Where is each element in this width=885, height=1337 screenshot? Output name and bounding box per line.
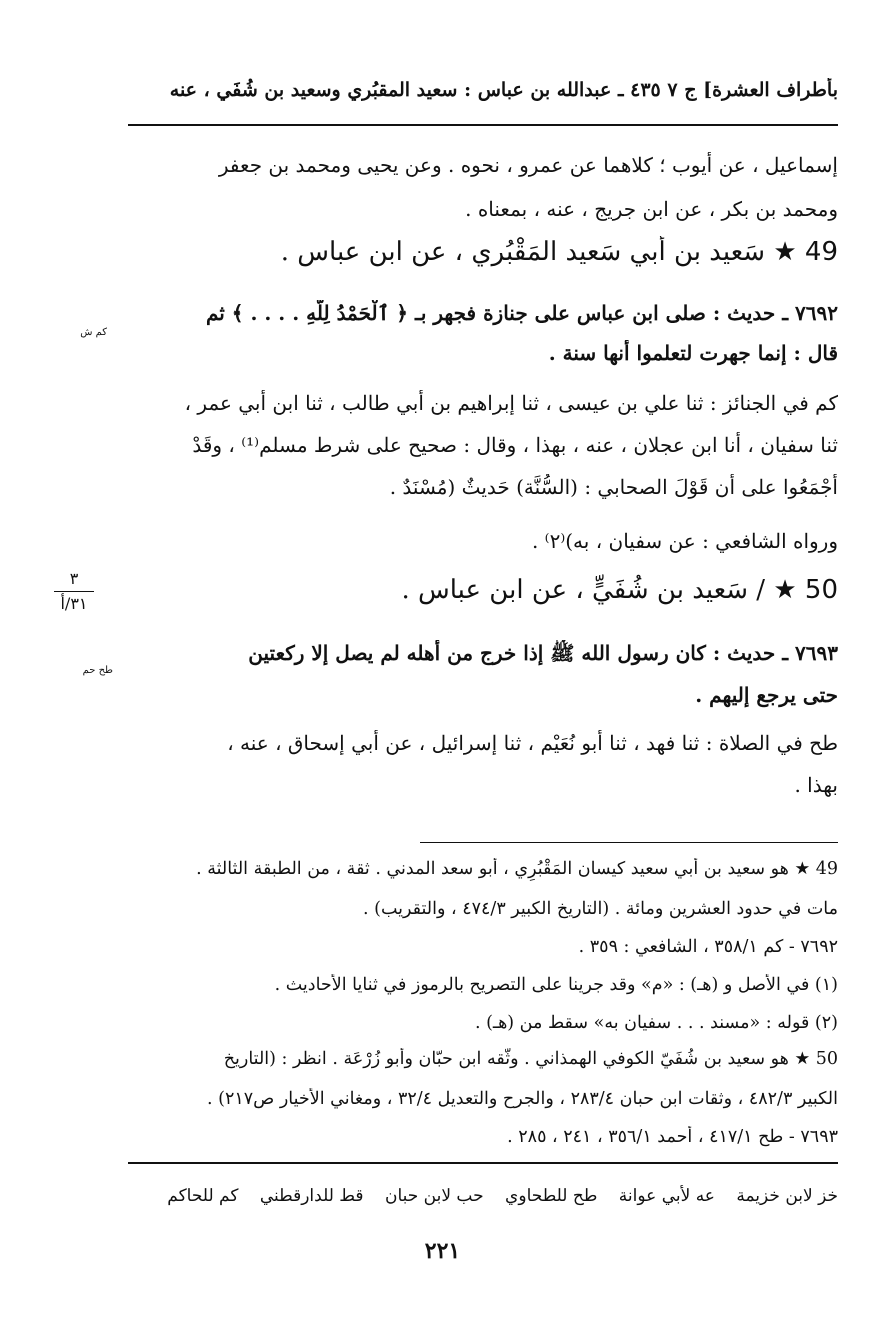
- hadith-7692-body-1: كم في الجنائز : ثنا علي بن عيسى ، ثنا إبراهيم بن أبي طالب ، ثنا ابن أبي عمر ،: [184, 391, 838, 415]
- intro-line-2: ومحمد بن بكر ، عن ابن جريج ، عنه ، بمعناه .: [465, 197, 838, 221]
- footnote-50-line-1: 50 ★ هو سعيد بن شُفَيّ الكوفي الهمذاني . وثّقه ابن حبّان وأبو زُرْعَة . انظر : (التاريخ: [223, 1049, 838, 1069]
- legend-item: حب لابن حبان: [384, 1186, 484, 1206]
- footnote-7692: ٧٦٩٢ - كم ٣٥٨/١ ، الشافعي : ٣٥٩ .: [578, 937, 838, 957]
- intro-line-1: إسماعيل ، عن أيوب ؛ كلاهما عن عمرو ، نحوه . وعن يحيى ومحمد بن جعفر: [218, 153, 838, 177]
- hadith-7692-body-4: ورواه الشافعي : عن سفيان ، به)⁽٢⁾ .: [531, 529, 838, 553]
- hadith-7693-body-1: طح في الصلاة : ثنا فهد ، ثنا أبو نُعَيْم ، ثنا إسرائيل ، عن أبي إسحاق ، عنه ،: [227, 731, 838, 755]
- hadith-7693-source-codes: طح حم: [82, 665, 113, 676]
- hadith-7693-line-2: حتى يرجع إليهم .: [695, 683, 838, 707]
- section-49-number: 49 ★: [773, 237, 838, 267]
- legend-item: عه لأبي عوانة: [618, 1186, 715, 1206]
- footnote-rule: [420, 842, 838, 843]
- margin-folio-bottom: ٣١/أ: [60, 593, 88, 613]
- legend-rule: [128, 1162, 838, 1164]
- margin-folio-mark: [54, 570, 94, 612]
- footnote-49-line-2: مات في حدود العشرين ومائة . (التاريخ الكبير ٤٧٤/٣ ، والتقريب) .: [363, 899, 838, 919]
- footnote-49-line-1: 49 ★ هو سعيد بن أبي سعيد كيسان المَقْبُرِي ، أبو سعد المدني . ثقة ، من الطبقة الثالثة .: [196, 859, 838, 879]
- hadith-7693-line-1: ٧٦٩٣ ـ حديث : كان رسول الله ﷺ إذا خرج من أهله لم يصل إلا ركعتين: [248, 641, 838, 665]
- section-50-heading: [128, 574, 838, 608]
- hadith-7692-body-3: أَجْمَعُوا على أن قَوْلَ الصحابي : (السُّنَّة) حَديثٌ (مُسْنَدٌ .: [389, 475, 838, 499]
- hadith-7693-body-2: بهذا .: [794, 773, 838, 797]
- footnote-7693: ٧٦٩٣ - طح ٤١٧/١ ، أحمد ٣٥٦/١ ، ٢٤١ ، ٢٨٥ .: [507, 1127, 838, 1147]
- abbreviation-legend: [128, 1185, 838, 1207]
- section-50-number: 50 ★: [773, 575, 838, 605]
- page-number: ٢٢١: [424, 1238, 461, 1264]
- section-49-title: سَعيد بن أبي سَعيد المَقْبُري ، عن ابن عباس .: [280, 237, 766, 267]
- hadith-7692-body-2: ثنا سفيان ، أنا ابن عجلان ، عنه ، بهذا ، وقال : صحيح على شرط مسلم⁽¹⁾ ، وقَدْ: [192, 433, 838, 457]
- footnote-50-line-2: الكبير ٤٨٢/٣ ، وثقات ابن حبان ٢٨٣/٤ ، والجرح والتعديل ٣٢/٤ ، ومغاني الأخيار ص٢١٧) .: [206, 1089, 838, 1109]
- legend-item: كم للحاكم: [167, 1186, 239, 1206]
- hadith-7692-source-codes: كم ش: [80, 327, 107, 338]
- footnote-2: (٢) قوله : «مسند . . . سفيان به» سقط من (هـ) .: [474, 1013, 838, 1033]
- legend-item: خز لابن خزيمة: [736, 1186, 838, 1206]
- section-50-title: / سَعيد بن شُفَيٍّ ، عن ابن عباس .: [401, 575, 766, 605]
- legend-item: طح للطحاوي: [505, 1186, 598, 1206]
- footnote-1: (١) في الأصل و (هـ) : «م» وقد جرينا على التصريح بالرموز في ثنايا الأحاديث .: [274, 975, 838, 995]
- hadith-7692-line-2: قال : إنما جهرت لتعلموا أنها سنة .: [548, 341, 838, 365]
- running-header: بأطراف العشرة] ج ٧ ٤٣٥ ـ عبدالله بن عباس : سعيد المقبُري وسعيد بن شُفَي ، عنه: [169, 79, 838, 101]
- header-rule: [128, 124, 838, 126]
- legend-item: قط للدارقطني: [259, 1186, 364, 1206]
- margin-folio-divider: [54, 591, 94, 592]
- margin-folio-top: ٣: [69, 569, 79, 588]
- section-49-heading: [128, 236, 838, 270]
- hadith-7692-line-1: ٧٦٩٢ ـ حديث : صلى ابن عباس على جنازة فجهر بـ ﴿ ٱلْحَمْدُ لِلَّهِ . . . . ﴾ ثم: [205, 301, 838, 325]
